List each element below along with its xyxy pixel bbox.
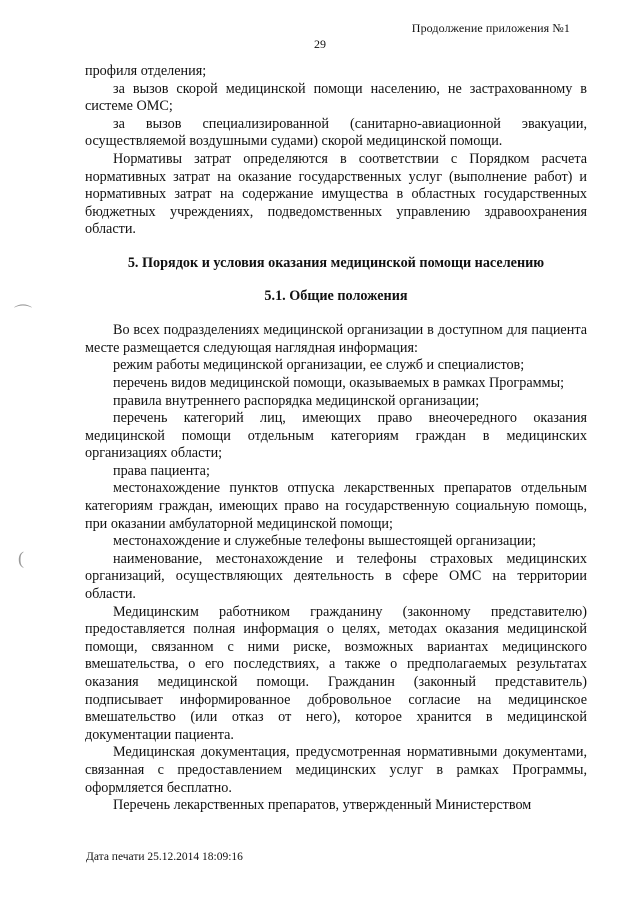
paragraph: Нормативы затрат определяются в соответствии с Порядком расчета нормативных затрат на оказание государственных услуг (выполнение работ) и нормативных затрат на содержание имущества в областных государственных бюджетных учреждениях, подведомственных управлению здравоохранения области.	[85, 150, 587, 238]
page-number: 29	[314, 37, 326, 51]
document-body	[85, 63, 587, 815]
scan-artifact-mark: ⌒	[14, 304, 32, 324]
list-item: правила внутреннего распорядка медицинской организации;	[113, 392, 480, 409]
list-item: режим работы медицинской организации, ее служб и специалистов;	[113, 357, 525, 374]
paragraph: Во всех подразделениях медицинской организации в доступном для пациента месте размещается следующая наглядная информация:	[85, 322, 587, 356]
list-item: наименование, местонахождение и телефоны страховых медицинских организаций, осуществляющих деятельность в сфере ОМС на территории области.	[85, 550, 587, 603]
appendix-note: Продолжение приложения №1	[411, 21, 570, 35]
list-item: перечень категорий лиц, имеющих право внеочередного оказания медицинской помощи отдельным категориям граждан в медицинских организациях области;	[85, 410, 587, 462]
list-item: местонахождение пунктов отпуска лекарственных препаратов отдельным категориям граждан, имеющих право на государственную социальную помощь, при оказании амбулаторной медицинской помощи;	[85, 480, 587, 532]
section-heading: 5. Порядок и условия оказания медицинской помощи населению	[127, 254, 545, 271]
list-item: перечень видов медицинской помощи, оказываемых в рамках Программы;	[113, 374, 565, 391]
paragraph: за вызов специализированной (санитарно-авиационной эвакуации, осуществляемой воздушными судами) скорой медицинской помощи.	[85, 115, 587, 150]
list-item: права пациента;	[113, 462, 210, 479]
print-date: Дата печати 25.12.2014 18:09:16	[86, 851, 243, 863]
paragraph: Медицинская документация, предусмотренная нормативными документами, связанная с предоставлением медицинских услуг в рамках Программы, оформляется бесплатно.	[85, 744, 587, 796]
scan-artifact-mark: (	[18, 548, 24, 568]
list-item: местонахождение и служебные телефоны вышестоящей организации;	[113, 533, 537, 550]
paragraph: Медицинским работником гражданину (законному представителю) предоставляется полная информация о целях, методах оказания медицинской помощи, связанном с ними риске, возможных вариантах медицинского вмешательства, о его последствиях, а также о предполагаемых результатах оказания медицинской помощи. Гражданин (законный представитель) подписывает информированное добровольное согласие на медицинское вмешательство (или отказ от него), которое хранится в медицинской документации пациента.	[85, 603, 587, 743]
paragraph: профиля отделения;	[85, 63, 207, 79]
paragraph: за вызов скорой медицинской помощи населению, не застрахованному в системе ОМС;	[85, 80, 587, 115]
paragraph: Перечень лекарственных препаратов, утвержденный Министерством	[113, 797, 532, 814]
subsection-heading: 5.1. Общие положения	[264, 287, 408, 304]
